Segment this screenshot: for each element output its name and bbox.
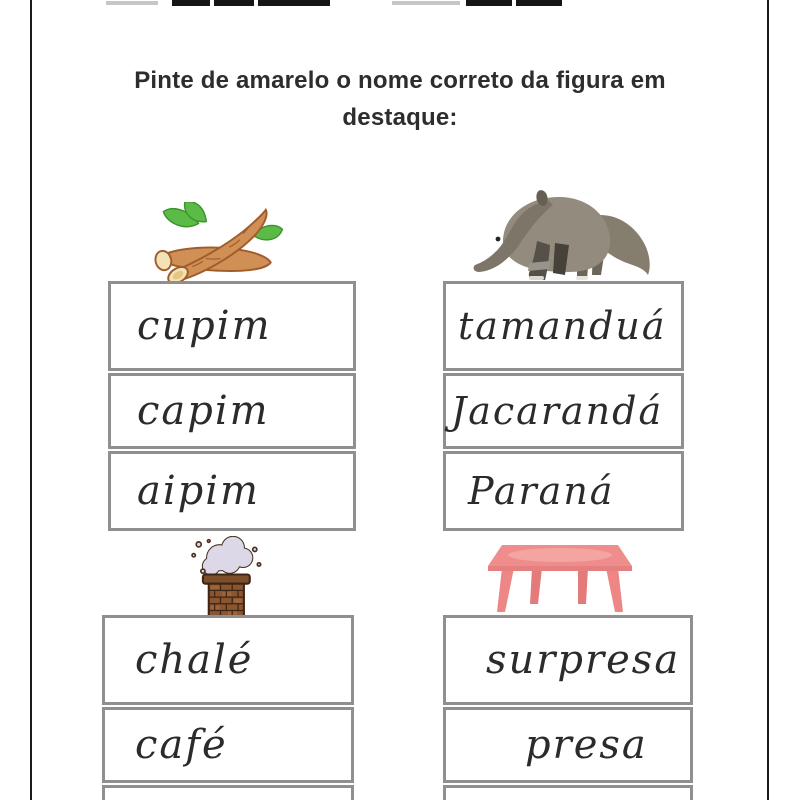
option-box[interactable] — [102, 707, 354, 783]
option-word: capim — [137, 388, 270, 434]
option-box[interactable] — [443, 281, 684, 371]
cassava-roots-icon — [147, 202, 290, 282]
smoking-chimney-illustration — [186, 536, 270, 618]
option-box[interactable] — [443, 373, 684, 449]
option-box[interactable] — [102, 615, 354, 705]
option-word: surpresa — [486, 637, 681, 683]
chimney-icon — [186, 536, 270, 618]
options-group-table — [443, 615, 693, 800]
option-word: tamanduá — [458, 304, 667, 348]
option-word: Jacarandá — [451, 389, 664, 433]
title-line-1: Pinte de amarelo o nome correto da figura em — [134, 67, 666, 94]
faint-handwriting — [392, 1, 460, 5]
option-box[interactable] — [443, 615, 693, 705]
redacted-scribble — [258, 0, 330, 6]
redacted-scribble — [172, 0, 210, 6]
redacted-scribble — [466, 0, 512, 6]
title-line-2: destaque: — [342, 104, 458, 131]
option-box[interactable] — [108, 373, 356, 449]
option-word: chalé — [135, 637, 254, 683]
redacted-scribble — [214, 0, 254, 6]
options-group-cassava — [108, 281, 356, 533]
option-word: presa — [525, 722, 648, 768]
redacted-scribble — [516, 0, 562, 6]
option-word: aipim — [137, 468, 260, 514]
option-box[interactable] — [443, 707, 693, 783]
option-box[interactable] — [443, 451, 684, 531]
worksheet-title — [32, 62, 768, 136]
pink-table-illustration — [478, 542, 642, 616]
option-word: Paraná — [468, 469, 615, 513]
option-box[interactable] — [443, 785, 693, 800]
options-group-chimney — [102, 615, 354, 800]
options-group-anteater — [443, 281, 684, 533]
anteater-icon — [465, 183, 655, 283]
option-box[interactable] — [108, 281, 356, 371]
option-word: cupim — [137, 303, 272, 349]
option-box[interactable] — [108, 451, 356, 531]
option-box[interactable] — [102, 785, 354, 800]
table-icon — [478, 542, 642, 616]
cassava-roots-illustration — [147, 202, 290, 282]
anteater-illustration — [465, 183, 655, 283]
option-word: café — [135, 722, 228, 768]
faint-handwriting — [106, 1, 158, 5]
